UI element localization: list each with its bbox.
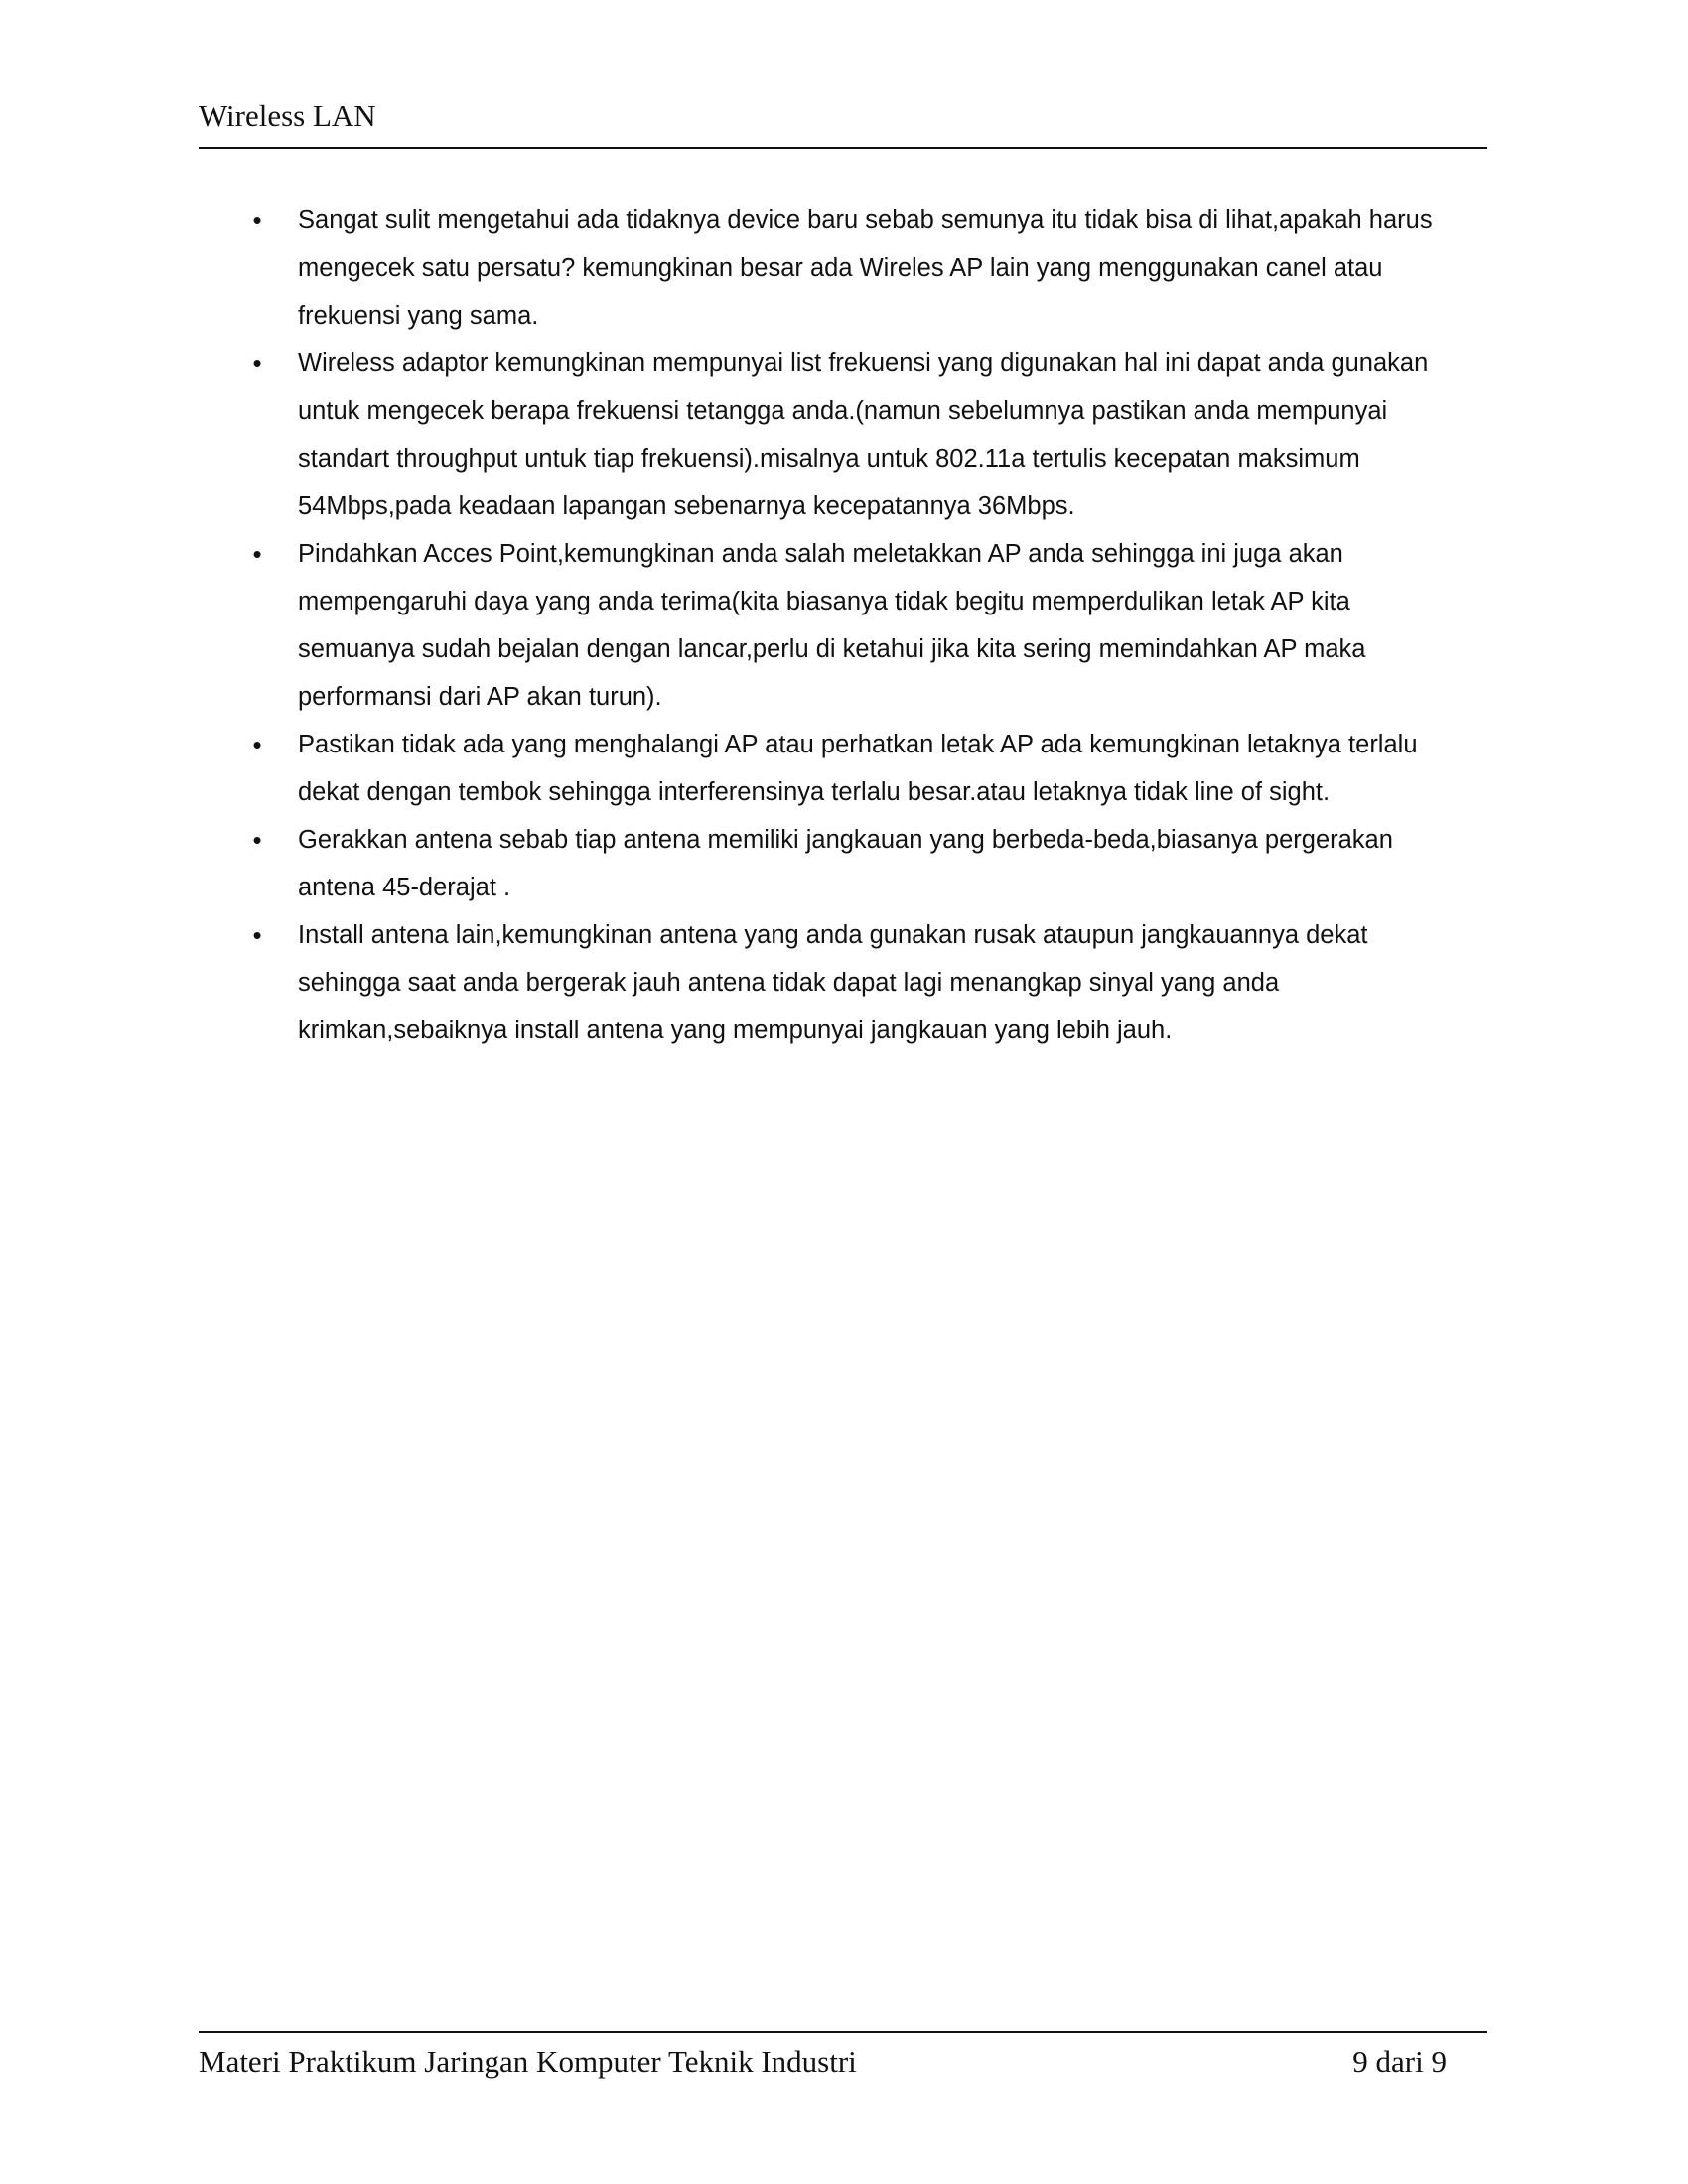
bullet-icon: • xyxy=(252,539,262,569)
header-divider xyxy=(199,147,1487,149)
list-item-text: Pastikan tidak ada yang menghalangi AP atau perhatkan letak AP ada kemungkinan letaknya terlalu dekat dengan tembok sehingga interferensinya terlalu besar.atau letaknya tidak line of sight. xyxy=(298,731,1418,806)
list-item xyxy=(0,340,1470,530)
list-item xyxy=(0,816,1470,911)
running-header-title: Wireless LAN xyxy=(199,98,376,133)
bullet-icon: • xyxy=(252,205,262,235)
bullet-icon: • xyxy=(252,730,262,759)
bullet-icon: • xyxy=(252,920,262,950)
list-item-text: Pindahkan Acces Point,kemungkinan anda salah meletakkan AP anda sehingga ini juga akan mempengaruhi daya yang anda terima(kita biasanya tidak begitu memperdulikan letak AP kita semuanya sudah bejalan dengan lancar,perlu di ketahui jika kita sering memindahkan AP maka performansi dari AP akan turun). xyxy=(298,540,1366,711)
list-item xyxy=(0,721,1470,816)
list-item-text: Gerakkan antena sebab tiap antena memiliki jangkauan yang berbeda-beda,biasanya pergerakan antena 45-derajat . xyxy=(298,826,1393,901)
bullet-icon: • xyxy=(252,348,262,378)
footer-course-title: Materi Praktikum Jaringan Komputer Teknik Industri xyxy=(199,2044,857,2079)
list-item xyxy=(0,530,1470,721)
list-item-text: Sangat sulit mengetahui ada tidaknya device baru sebab semunya itu tidak bisa di lihat,apakah harus mengecek satu persatu? kemungkinan besar ada Wireles AP lain yang menggunakan canel atau frekuensi yang sama. xyxy=(298,206,1433,330)
bullet-list xyxy=(0,197,1688,1054)
page-number: 9 dari 9 xyxy=(1352,2044,1447,2079)
list-item-text: Install antena lain,kemungkinan antena yang anda gunakan rusak ataupun jangkauannya dekat sehingga saat anda bergerak jauh antena tidak dapat lagi menangkap sinyal yang anda krimkan,sebaiknya install antena yang mempunyai jangkauan yang lebih jauh. xyxy=(298,921,1368,1044)
footer-divider xyxy=(199,2031,1487,2033)
list-item xyxy=(0,197,1470,340)
list-item-text: Wireless adaptor kemungkinan mempunyai list frekuensi yang digunakan hal ini dapat anda gunakan untuk mengecek berapa frekuensi tetangga anda.(namun sebelumnya pastikan anda mempunyai standart throughput untuk tiap frekuensi).misalnya untuk 802.11a tertulis kecepatan maksimum 54Mbps,pada keadaan lapangan sebenarnya kecepatannya 36Mbps. xyxy=(298,349,1429,520)
list-item xyxy=(0,911,1470,1054)
bullet-icon: • xyxy=(252,825,262,855)
